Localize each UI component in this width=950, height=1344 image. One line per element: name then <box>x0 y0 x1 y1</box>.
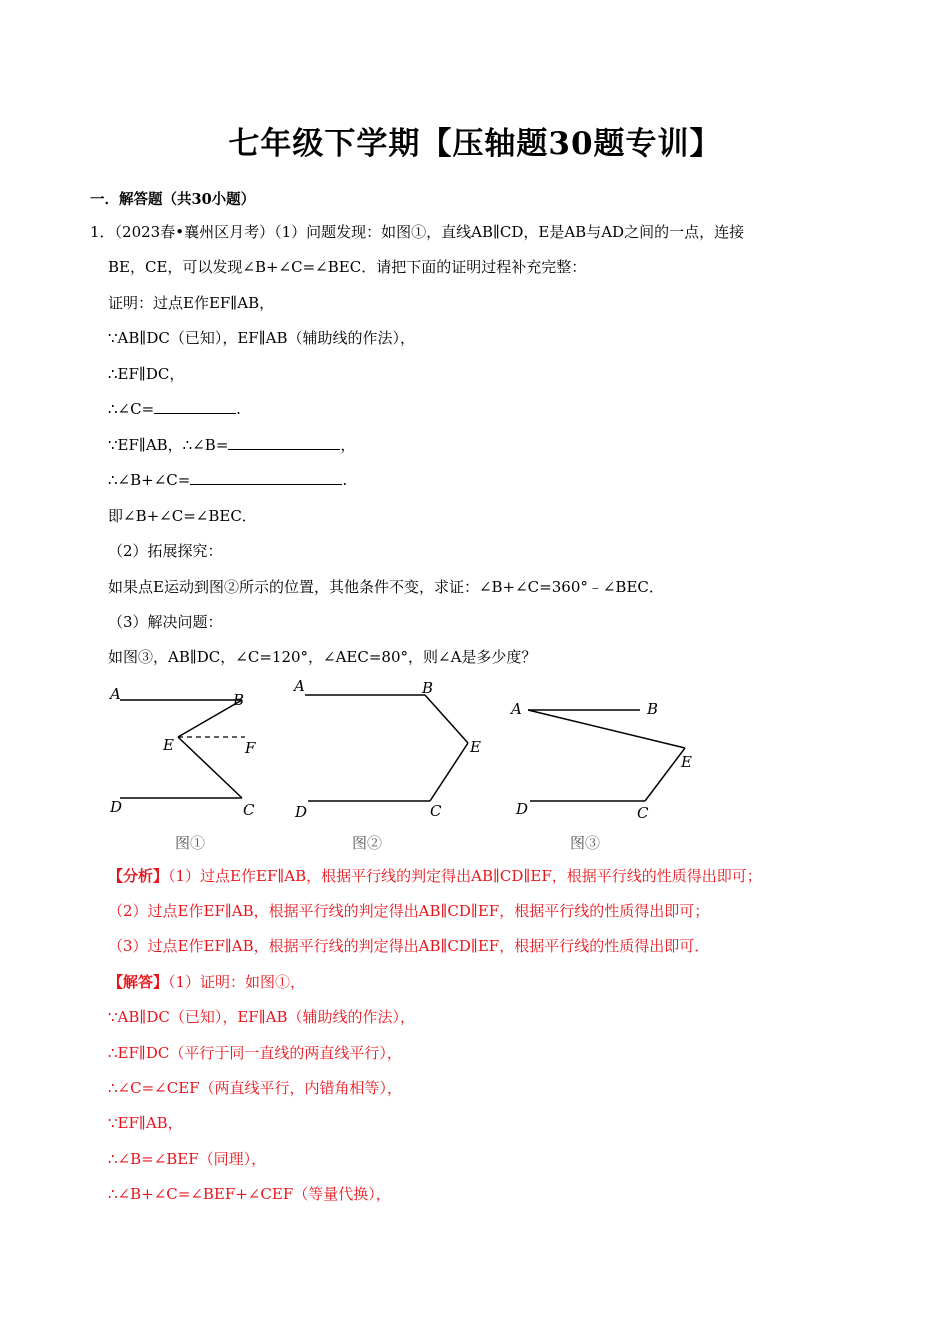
fig3-label-a: A <box>511 700 522 718</box>
answer-line-2: ∵AB∥DC（已知），EF∥AB（辅助线的作法）， <box>108 1008 415 1026</box>
proof-line-6 <box>108 470 347 490</box>
fig2-caption: 图② <box>352 834 383 852</box>
part2-text: 如果点E运动到图②所示的位置，其他条件不变，求证：∠B+∠C=360°﹣∠BEC． <box>108 578 664 596</box>
fig2-label-c: C <box>430 802 442 820</box>
answer-line-4: ∴∠C=∠CEF（两直线平行，内错角相等）， <box>108 1079 403 1097</box>
geometry-figures <box>100 675 720 855</box>
fig2-label-b: B <box>422 679 434 697</box>
answer-text-1: （1）证明：如图①， <box>168 973 306 991</box>
answer-blank-2[interactable] <box>228 435 340 450</box>
part2-heading: （2）拓展探究： <box>108 542 223 560</box>
part3-heading: （3）解决问题： <box>108 613 223 631</box>
proof-line-7: 即∠B+∠C=∠BEC． <box>108 507 257 525</box>
answer-line-6: ∴∠B=∠BEF（同理）， <box>108 1150 267 1168</box>
blank-suffix-1: . <box>236 400 241 418</box>
answer-blank-3[interactable] <box>190 470 342 485</box>
fig1-label-d: D <box>110 798 123 816</box>
proof-line-2: ∵AB∥DC（已知），EF∥AB（辅助线的作法）， <box>108 329 415 347</box>
answer-line-5: ∵EF∥AB， <box>108 1114 183 1132</box>
fig1-label-c: C <box>243 801 255 819</box>
analysis-line-3: （3）过点E作EF∥AB，根据平行线的判定得出AB∥CD∥EF，根据平行线的性质得出即可． <box>108 937 710 955</box>
answer-line-1 <box>108 972 305 992</box>
answer-tag: 【解答】 <box>108 973 169 991</box>
fig3-label-c: C <box>637 804 649 822</box>
fig2-label-a: A <box>294 677 305 695</box>
problem-line-1: 1．（2023春•襄州区月考）（1）问题发现：如图①，直线AB∥CD，E是AB与AD之间的一点，连接 <box>90 223 745 241</box>
fig1-label-a: A <box>110 685 121 703</box>
figure-1 <box>108 685 256 852</box>
fig3-label-d: D <box>516 800 529 818</box>
fig2-label-d: D <box>295 803 308 821</box>
figure-3 <box>509 700 692 852</box>
fig3-label-b: B <box>647 700 659 718</box>
fig1-caption: 图① <box>175 834 206 852</box>
blank-suffix-2: ， <box>340 436 356 454</box>
analysis-line-2: （2）过点E作EF∥AB，根据平行线的判定得出AB∥CD∥EF，根据平行线的性质得出即可； <box>108 902 710 920</box>
analysis-line-1 <box>108 866 762 886</box>
blank-suffix-3: . <box>342 471 348 489</box>
answer-line-7: ∴∠B+∠C=∠BEF+∠CEF（等量代换）， <box>108 1185 391 1203</box>
answer-line-3: ∴EF∥DC（平行于同一直线的两直线平行）， <box>108 1044 402 1062</box>
fig3-label-e: E <box>681 753 692 771</box>
part3-text: 如图③，AB∥DC，∠C=120°，∠AEC=80°，则∠A是多少度？ <box>108 648 537 666</box>
fig2-label-e: E <box>470 738 481 756</box>
page-title: 七年级下学期【压轴题30题专训】 <box>228 126 722 162</box>
problem-line-2: BE，CE，可以发现∠B+∠C=∠BEC．请把下面的证明过程补充完整： <box>108 258 587 276</box>
figure-2 <box>292 677 481 852</box>
fig1-label-e: E <box>163 736 174 754</box>
analysis-text-1: （1）过点E作EF∥AB，根据平行线的判定得出AB∥CD∥EF，根据平行线的性质得出即可； <box>168 867 762 885</box>
proof-line-5-text: ∵EF∥AB，∴∠B= <box>108 436 229 454</box>
fig1-label-f: F <box>245 739 256 757</box>
proof-line-4-text: ∴∠C= <box>108 400 155 418</box>
proof-line-6-text: ∴∠B+∠C= <box>108 471 191 489</box>
fig3-caption: 图③ <box>570 834 601 852</box>
proof-line-1: 证明：过点E作EF∥AB， <box>108 294 275 312</box>
proof-line-3: ∴EF∥DC， <box>108 365 185 383</box>
answer-blank-1[interactable] <box>154 399 236 414</box>
fig1-label-b: B <box>233 691 245 709</box>
proof-line-5 <box>108 435 355 455</box>
analysis-tag: 【分析】 <box>108 867 169 885</box>
section-heading: 一．解答题（共30小题） <box>90 191 256 208</box>
proof-line-4 <box>108 399 241 419</box>
